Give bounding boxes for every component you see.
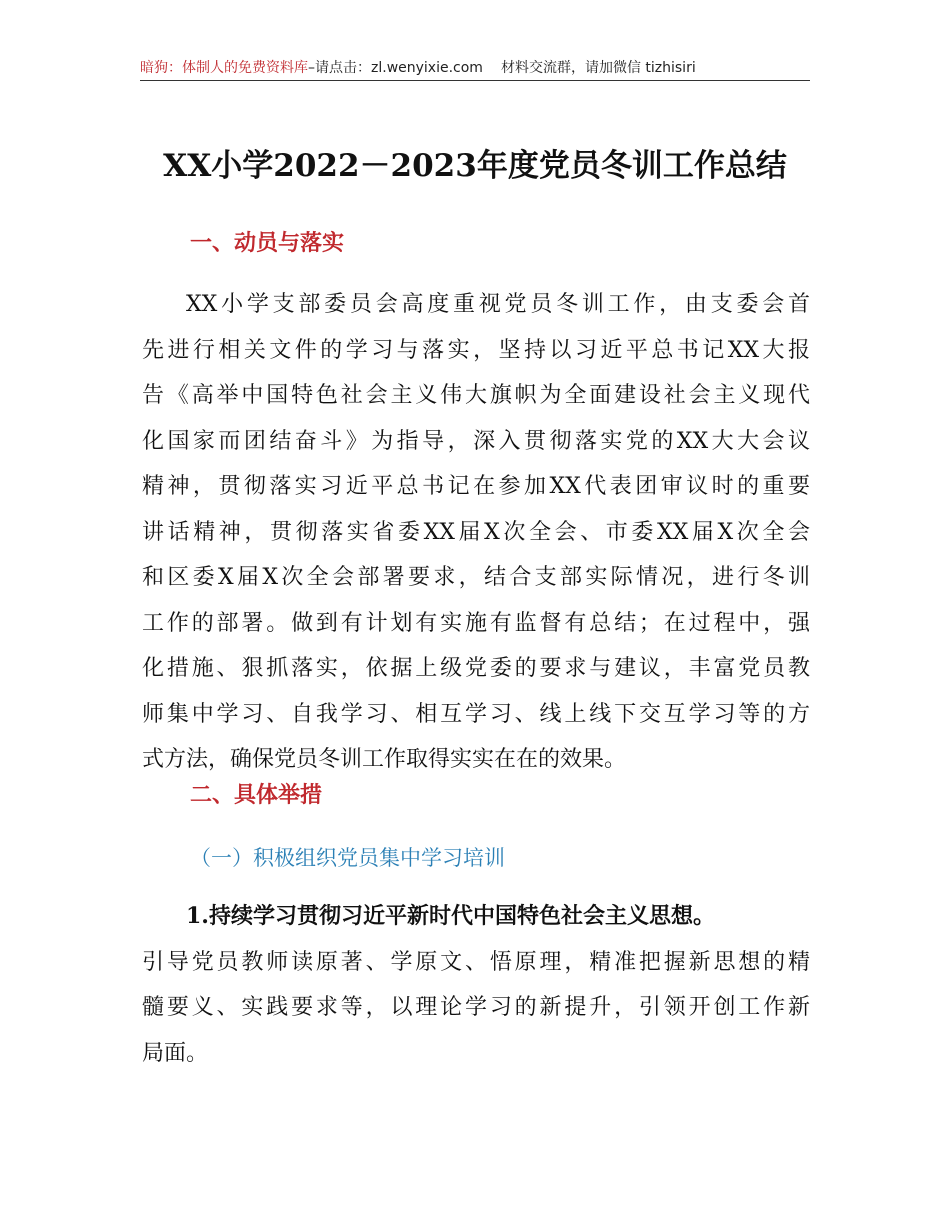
- paragraph-line: 髓要义、实践要求等，以理论学习的新提升，引领开创工作新: [142, 995, 810, 1020]
- paragraph-line: 精神，贯彻落实习近平总书记在参加XX代表团审议时的重要: [142, 474, 810, 499]
- paragraph-line: 告《高举中国特色社会主义伟大旗帜为全面建设社会主义现代: [142, 383, 810, 408]
- header-click-text: –请点击：zl.wenyixie.com: [308, 60, 483, 76]
- paragraph-line: XX小学支部委员会高度重视党员冬训工作，由支委会首: [186, 292, 810, 317]
- header-group-text: 材料交流群，请加微信 tizhisiri: [500, 60, 696, 76]
- header-divider: [140, 80, 810, 81]
- item-title: 1.持续学习贯彻习近平新时代中国特色社会主义思想。: [186, 903, 715, 929]
- paragraph-line: 工作的部署。做到有计划有实施有监督有总结；在过程中，强: [142, 610, 810, 636]
- paragraph-mobilization: [142, 282, 810, 783]
- paragraph-line: 先进行相关文件的学习与落实，坚持以习近平总书记XX大报: [142, 337, 810, 363]
- paragraph-line: 师集中学习、自我学习、相互学习、线上线下交互学习等的方: [142, 701, 810, 727]
- paragraph-study: [142, 894, 810, 1076]
- paragraph-line: 局面。: [142, 1040, 209, 1066]
- paragraph-line: 引导党员教师读原著、学原文、悟原理，精准把握新思想的精: [142, 949, 810, 975]
- header-promo-text: 暗狗：体制人的免费资料库: [140, 60, 308, 76]
- paragraph-line: 式方法，确保党员冬训工作取得实实在在的效果。: [142, 747, 627, 772]
- section-heading-mobilization: 一、动员与落实: [190, 231, 345, 256]
- paragraph-line: 和区委X届X次全会部署要求，结合支部实际情况，进行冬训: [142, 565, 810, 590]
- paragraph-line: 化国家而团结奋斗》为指导，深入贯彻落实党的XX大大会议: [142, 428, 810, 454]
- paragraph-line: 讲话精神，贯彻落实省委XX届X次全会、市委XX届X次全会: [142, 519, 810, 545]
- section-heading-measures: 二、具体举措: [190, 783, 323, 808]
- page-header: [140, 58, 810, 80]
- subsection-heading-study: （一）积极组织党员集中学习培训: [190, 846, 505, 870]
- paragraph-line: 化措施、狠抓落实，依据上级党委的要求与建议，丰富党员教: [142, 656, 810, 681]
- document-title: XX小学2022－2023年度党员冬训工作总结: [163, 148, 787, 184]
